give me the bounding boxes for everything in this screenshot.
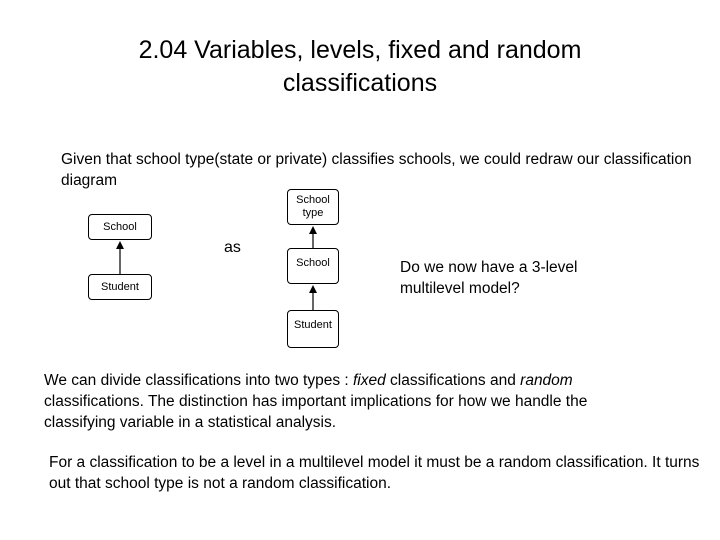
intro-text: Given that school type(state or private) classifies schools, we could redraw our classification diagram <box>61 151 692 189</box>
school-type-label: School type <box>296 194 330 219</box>
right-school-type-node <box>287 189 339 225</box>
random-term: random <box>520 372 573 389</box>
slide-title: 2.04 Variables, levels, fixed and random classifications <box>138 36 582 97</box>
question-text: Do we now have a 3-level multilevel model? <box>400 259 578 297</box>
right-school-node <box>287 248 339 284</box>
right-school-label: School <box>296 257 330 269</box>
right-student-node <box>287 310 339 348</box>
para2-part-a: We can divide classifications into two types : <box>44 372 353 389</box>
left-school-node: School <box>88 214 152 240</box>
para2-part-c: classifications and <box>385 372 521 389</box>
para2-part-e: classifications. The distinction has important implications for how we handle the classifying variable in a statistical analysis. <box>44 393 588 431</box>
classification-types-text <box>44 370 644 433</box>
fixed-term: fixed <box>353 372 386 389</box>
right-student-label: Student <box>294 319 332 331</box>
left-student-node: Student <box>88 274 152 300</box>
as-label: as <box>224 239 241 256</box>
level-requirement-text: For a classification to be a level in a multilevel model it must be a random classification. It turns out that school type is not a random classification. <box>49 454 700 492</box>
